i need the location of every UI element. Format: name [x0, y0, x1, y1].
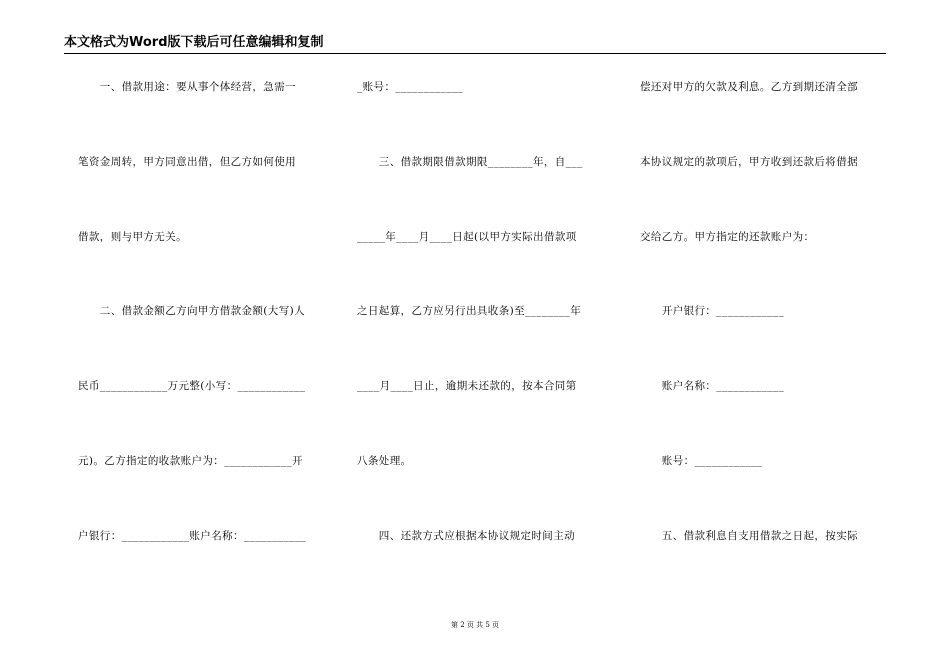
text-line: 八条处理。: [357, 455, 412, 467]
text-line: 二、借款金额乙方向甲方借款金额(大写)人: [78, 305, 305, 317]
text-line: 账号：____________: [640, 455, 763, 467]
text-line: 民币____________万元整(小写：____________: [78, 380, 306, 392]
text-line: 账户名称：____________: [640, 380, 785, 392]
text-line: 笔资金周转，甲方同意出借，但乙方如何使用: [78, 156, 296, 168]
page-number: 第 2 页 共 5 页: [450, 621, 500, 629]
header-title: 本文格式为Word版下载后可任意编辑和复制: [64, 35, 324, 50]
text-line: 户银行：____________账户名称：___________: [78, 530, 307, 542]
text-line: 偿还对甲方的欠款及利息。乙方到期还清全部: [640, 81, 858, 93]
text-line: _____年____月____日起(以甲方实际出借款项: [357, 231, 577, 243]
text-line: 之日起算，乙方应另行出具收条)至________年: [357, 305, 582, 317]
text-column-3: [640, 0, 890, 600]
text-line: ____月____日止，逾期未还款的，按本合同第: [357, 380, 577, 392]
text-line: 交给乙方。甲方指定的还款账户为：: [640, 231, 815, 243]
text-line: 三、借款期限借款期限________年，自___: [357, 156, 583, 168]
text-line: 一、借款用途：要从事个体经营，急需一: [78, 81, 296, 93]
text-line: 五、借款利息自支用借款之日起，按实际: [640, 530, 858, 542]
text-line: _账号：____________: [357, 81, 464, 93]
text-column-2: [357, 0, 612, 600]
text-line: 元)。乙方指定的收款账户为：____________开: [78, 455, 303, 467]
text-column-1: [78, 0, 328, 600]
text-line: 开户银行：____________: [640, 305, 785, 317]
text-line: 本协议规定的款项后，甲方收到还款后将借据: [640, 156, 858, 168]
text-line: 四、还款方式应根据本协议规定时间主动: [357, 530, 575, 542]
text-line: 借款，则与甲方无关。: [78, 231, 187, 243]
